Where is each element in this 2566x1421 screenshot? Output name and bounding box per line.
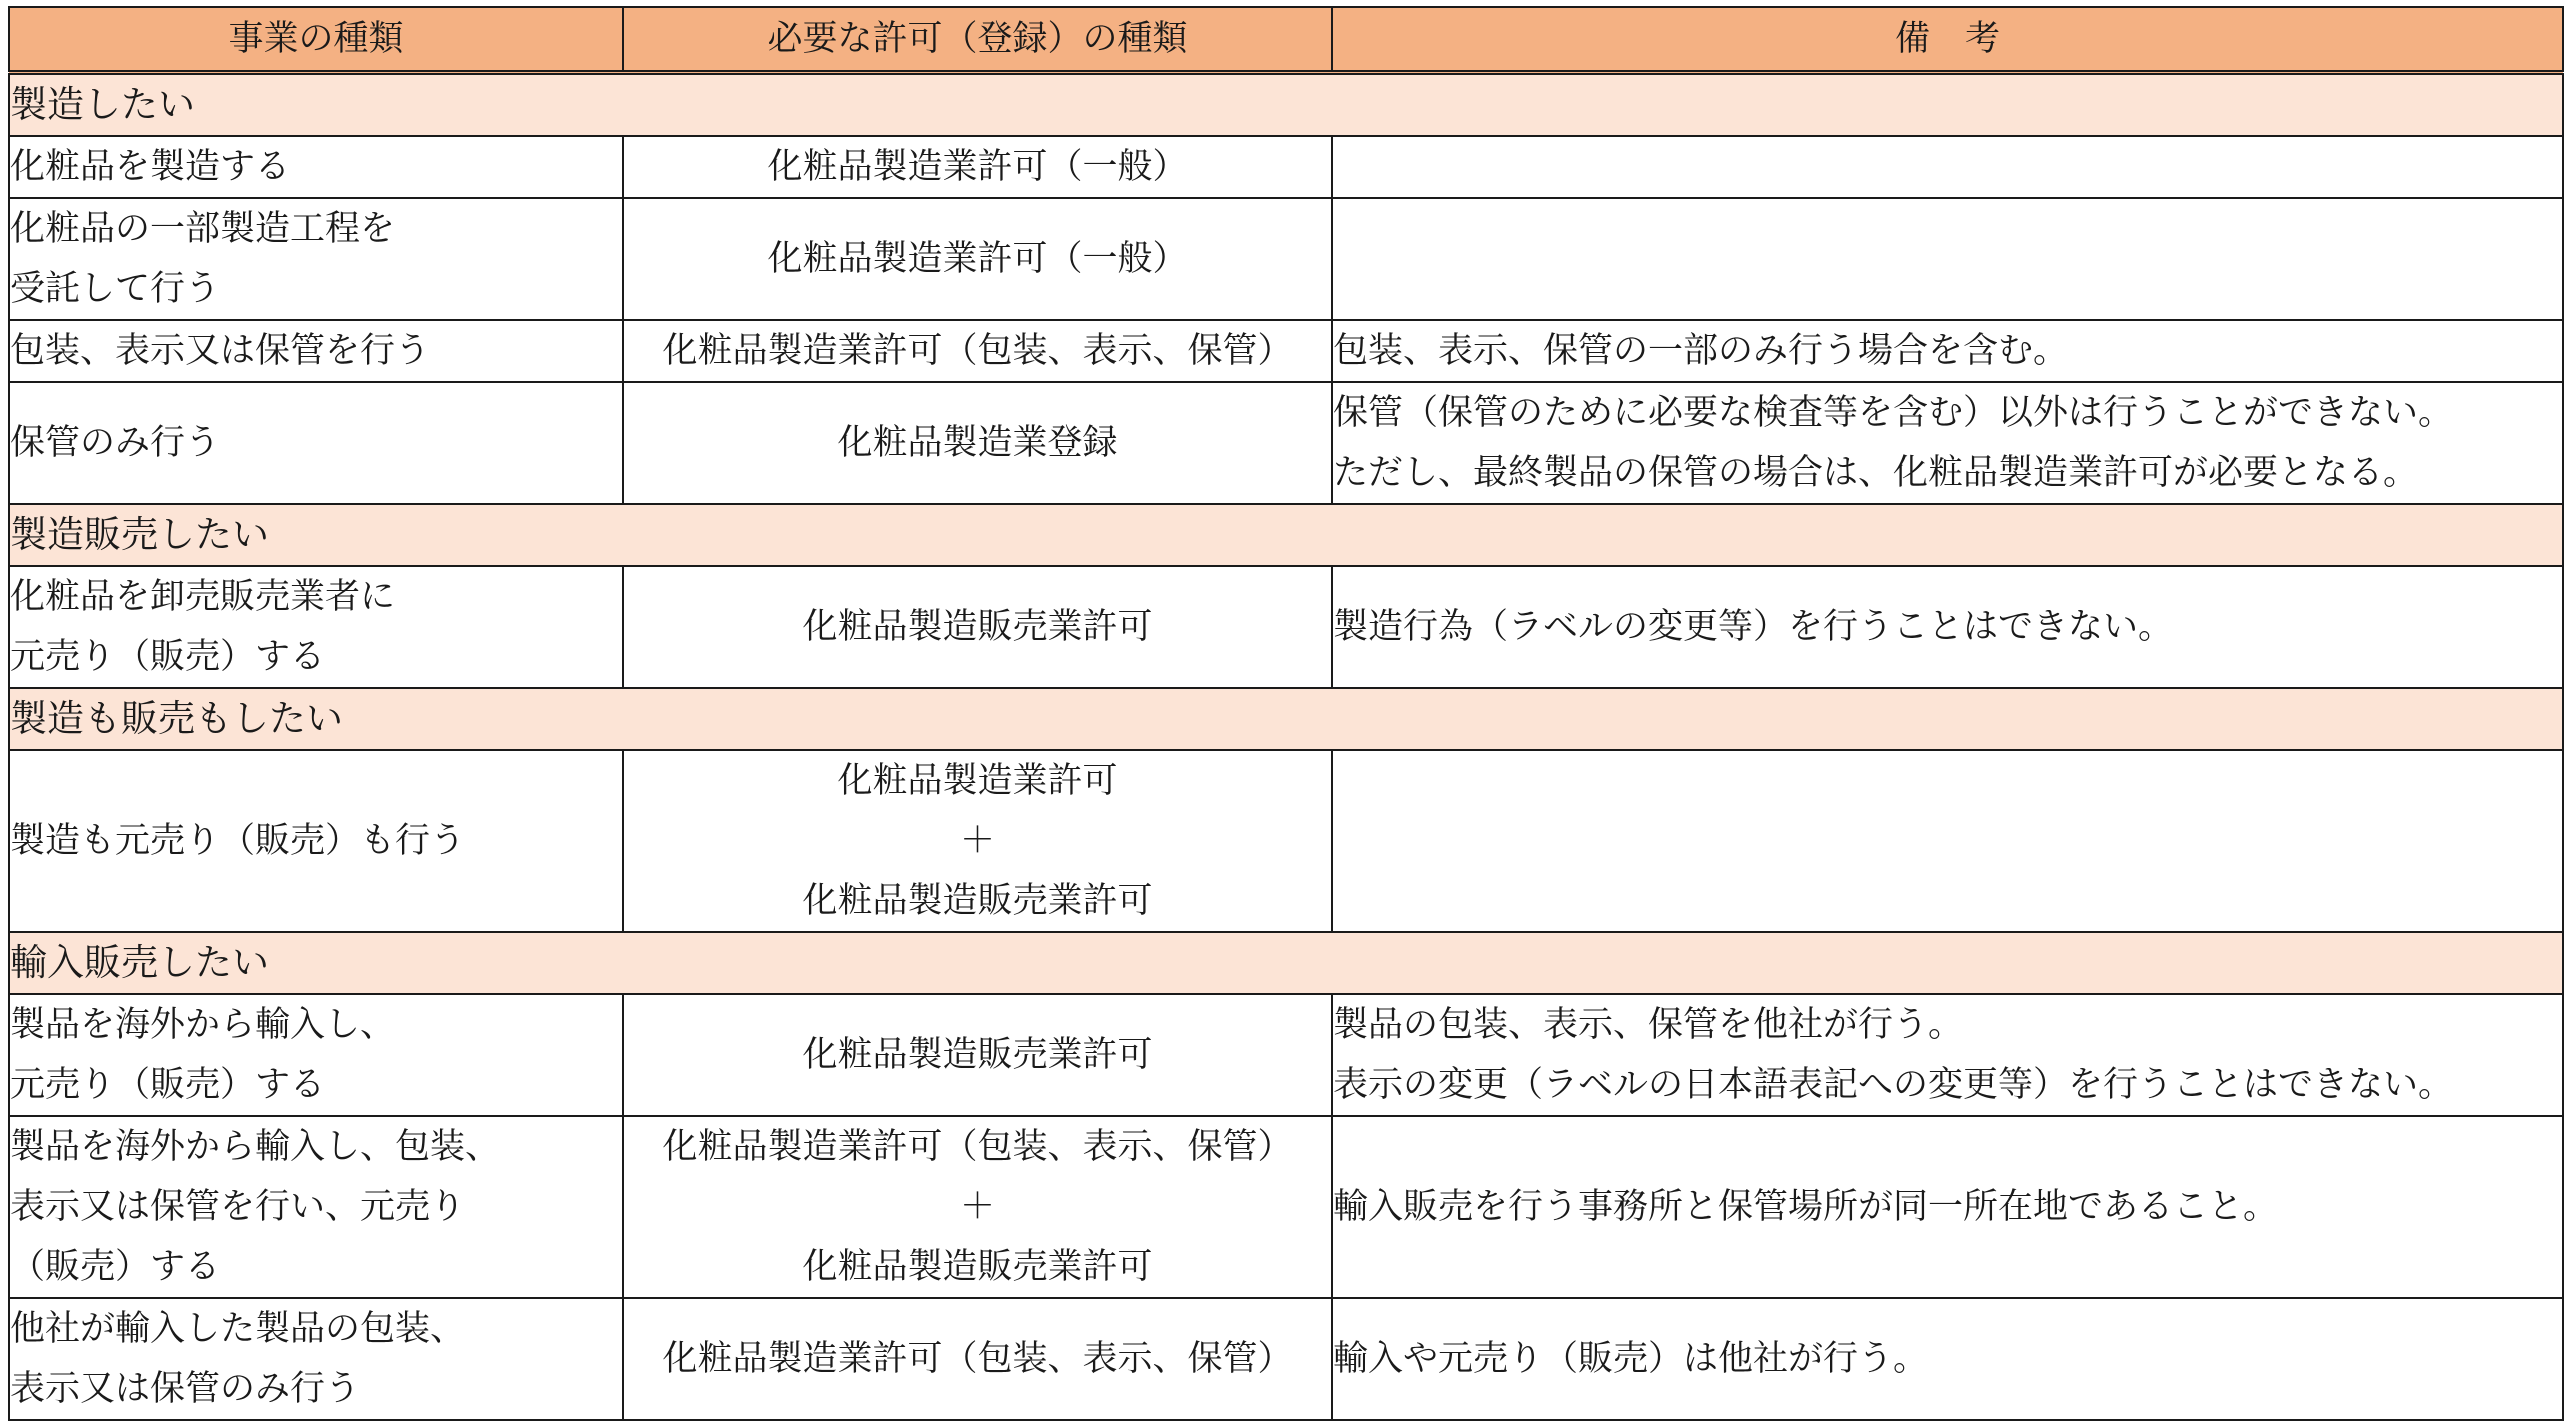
kind-text-line: 製造も元売り（販売）も行う [10,821,466,861]
permit-text-line: 化粧品製造業許可（一般） [767,239,1188,279]
table-row [9,1298,2563,1420]
section-title: 製造も販売もしたい [9,688,2563,750]
table-row [9,1116,2563,1298]
kind-text-line: 化粧品を卸売販売業者に [10,577,396,617]
required-permit-cell [623,136,1332,198]
required-permit-cell [623,1298,1332,1420]
kind-text-line: 製品を海外から輸入し、 [10,1005,396,1045]
kind-text-line: 他社が輸入した製品の包装、 [10,1309,466,1349]
permit-text-line: 化粧品製造業許可（包装、表示、保管） [662,1127,1293,1167]
business-type-cell [9,1116,623,1298]
permit-text-line: 化粧品製造販売業許可 [802,1035,1153,1075]
kind-text-line: 化粧品の一部製造工程を [10,209,396,249]
remarks-cell [1332,382,2563,504]
kind-text-line: 保管のみ行う [10,423,221,463]
table-body [9,73,2563,1421]
remarks-cell [1332,1298,2563,1420]
remarks-cell [1332,1116,2563,1298]
permit-text-line: 化粧品製造業登録 [837,423,1118,463]
business-type-cell [9,382,623,504]
note-text-line: 輸入販売を行う事務所と保管場所が同一所在地であること。 [1333,1187,2279,1227]
business-type-cell [9,136,623,198]
permit-text-line: 化粧品製造業許可 [837,761,1118,801]
permit-text-line: 化粧品製造業許可（包装、表示、保管） [662,1339,1293,1379]
permit-text-line: 化粧品製造販売業許可 [802,881,1153,921]
business-type-cell [9,1298,623,1420]
required-permit-cell [623,750,1332,932]
required-permit-cell [623,566,1332,688]
note-text-line: 表示の変更（ラベルの日本語表記への変更等）を行うことはできない。 [1333,1065,2454,1105]
section-header-row [9,932,2563,994]
table-row [9,750,2563,932]
kind-text-line: （販売）する [10,1247,221,1287]
remarks-cell [1332,566,2563,688]
header-business-type: 事業の種類 [9,7,623,73]
permit-text-line: ＋ [959,821,995,861]
required-permit-cell [623,320,1332,382]
header-required-permit: 必要な許可（登録）の種類 [623,7,1332,73]
required-permit-cell [623,382,1332,504]
kind-text-line: 元売り（販売）する [10,637,326,677]
required-permit-cell [623,1116,1332,1298]
permit-text-line: 化粧品製造業許可（包装、表示、保管） [662,331,1293,371]
section-header-row [9,73,2563,137]
permit-text-line: ＋ [959,1187,995,1227]
note-text-line: 包装、表示、保管の一部のみ行う場合を含む。 [1333,331,2069,371]
kind-text-line: 元売り（販売）する [10,1065,326,1105]
permit-text-line: 化粧品製造販売業許可 [802,1247,1153,1287]
table-row [9,320,2563,382]
business-type-cell [9,994,623,1116]
section-title: 輸入販売したい [9,932,2563,994]
note-text-line: 輸入や元売り（販売）は他社が行う。 [1333,1339,1929,1379]
required-permit-cell [623,994,1332,1116]
remarks-cell [1332,750,2563,932]
remarks-cell [1332,994,2563,1116]
section-header-row [9,688,2563,750]
kind-text-line: 表示又は保管を行い、元売り [10,1187,466,1227]
table-header-row [9,7,2563,73]
header-remarks: 備 考 [1332,7,2563,73]
table-row [9,994,2563,1116]
business-type-cell [9,750,623,932]
remarks-cell [1332,320,2563,382]
section-title: 製造販売したい [9,504,2563,566]
kind-text-line: 受託して行う [10,269,221,309]
permit-table [8,6,2564,1421]
note-text-line: 製造行為（ラベルの変更等）を行うことはできない。 [1333,607,2174,647]
section-title: 製造したい [9,73,2563,137]
kind-text-line: 製品を海外から輸入し、包装、 [10,1127,501,1167]
table-row [9,566,2563,688]
kind-text-line: 表示又は保管のみ行う [10,1369,361,1409]
remarks-cell [1332,198,2563,320]
kind-text-line: 包装、表示又は保管を行う [10,331,431,371]
note-text-line: ただし、最終製品の保管の場合は、化粧品製造業許可が必要となる。 [1333,453,2419,493]
permit-text-line: 化粧品製造販売業許可 [802,607,1153,647]
table-row [9,198,2563,320]
table-row [9,382,2563,504]
kind-text-line: 化粧品を製造する [10,147,291,187]
business-type-cell [9,198,623,320]
remarks-cell [1332,136,2563,198]
table-row [9,136,2563,198]
permit-text-line: 化粧品製造業許可（一般） [767,147,1188,187]
note-text-line: 製品の包装、表示、保管を他社が行う。 [1333,1005,1964,1045]
business-type-cell [9,320,623,382]
note-text-line: 保管（保管のために必要な検査等を含む）以外は行うことができない。 [1333,393,2454,433]
business-type-cell [9,566,623,688]
section-header-row [9,504,2563,566]
required-permit-cell [623,198,1332,320]
